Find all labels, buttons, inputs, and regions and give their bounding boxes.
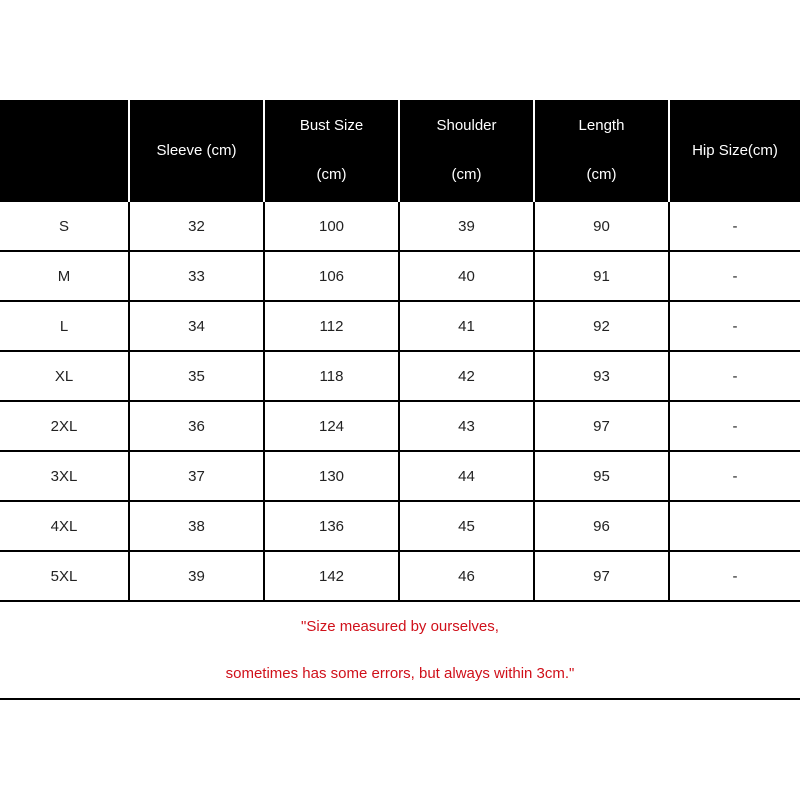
cell-bust: 130	[264, 451, 399, 501]
cell-length: 97	[534, 401, 669, 451]
cell-sleeve: 39	[129, 551, 264, 601]
cell-shoulder: 43	[399, 401, 534, 451]
cell-sleeve: 33	[129, 251, 264, 301]
measurement-note	[0, 601, 800, 699]
cell-size: 2XL	[0, 401, 129, 451]
cell-length: 93	[534, 351, 669, 401]
cell-length: 95	[534, 451, 669, 501]
header-length	[534, 100, 669, 201]
cell-size: 3XL	[0, 451, 129, 501]
header-size	[0, 100, 129, 201]
cell-size: 5XL	[0, 551, 129, 601]
header-shoulder-label: Shoulder	[436, 117, 497, 134]
cell-sleeve: 37	[129, 451, 264, 501]
header-bust-label: Bust Size	[299, 117, 364, 134]
cell-length: 90	[534, 201, 669, 251]
cell-size: 4XL	[0, 501, 129, 551]
cell-size: S	[0, 201, 129, 251]
cell-length: 97	[534, 551, 669, 601]
cell-hip: -	[669, 301, 800, 351]
cell-shoulder: 42	[399, 351, 534, 401]
cell-shoulder: 39	[399, 201, 534, 251]
cell-sleeve: 35	[129, 351, 264, 401]
cell-sleeve: 36	[129, 401, 264, 451]
cell-bust: 112	[264, 301, 399, 351]
table-row	[0, 401, 800, 451]
table-row	[0, 501, 800, 551]
cell-sleeve: 38	[129, 501, 264, 551]
note-line-1: "Size measured by ourselves,	[301, 618, 499, 635]
cell-bust: 106	[264, 251, 399, 301]
table-row	[0, 251, 800, 301]
cell-shoulder: 45	[399, 501, 534, 551]
cell-hip: -	[669, 551, 800, 601]
header-length-label: Length	[578, 117, 625, 134]
cell-size: XL	[0, 351, 129, 401]
header-shoulder	[399, 100, 534, 201]
cell-length: 91	[534, 251, 669, 301]
table-row	[0, 351, 800, 401]
cell-hip: -	[669, 251, 800, 301]
header-hip	[669, 100, 800, 201]
cell-shoulder: 40	[399, 251, 534, 301]
cell-bust: 142	[264, 551, 399, 601]
header-sleeve-label: Sleeve (cm)	[156, 141, 237, 159]
cell-size: M	[0, 251, 129, 301]
table-row	[0, 551, 800, 601]
cell-bust: 100	[264, 201, 399, 251]
table-row	[0, 451, 800, 501]
cell-hip: -	[669, 351, 800, 401]
size-chart-table	[0, 100, 800, 700]
cell-shoulder: 41	[399, 301, 534, 351]
table-row	[0, 201, 800, 251]
cell-hip: -	[669, 451, 800, 501]
header-row	[0, 100, 800, 201]
cell-size: L	[0, 301, 129, 351]
header-bust	[264, 100, 399, 201]
cell-sleeve: 34	[129, 301, 264, 351]
table-row	[0, 301, 800, 351]
cell-length: 92	[534, 301, 669, 351]
cell-hip	[669, 501, 800, 551]
cell-length: 96	[534, 501, 669, 551]
cell-bust: 118	[264, 351, 399, 401]
header-length-unit: (cm)	[586, 166, 617, 183]
note-line-2: sometimes has some errors, but always within 3cm."	[225, 665, 575, 682]
header-sleeve	[129, 100, 264, 201]
header-shoulder-unit: (cm)	[451, 166, 482, 183]
header-bust-unit: (cm)	[316, 166, 347, 183]
cell-shoulder: 44	[399, 451, 534, 501]
cell-bust: 136	[264, 501, 399, 551]
note-row	[0, 601, 800, 699]
cell-shoulder: 46	[399, 551, 534, 601]
cell-sleeve: 32	[129, 201, 264, 251]
cell-bust: 124	[264, 401, 399, 451]
header-hip-label: Hip Size(cm)	[692, 141, 778, 159]
cell-hip: -	[669, 201, 800, 251]
cell-hip: -	[669, 401, 800, 451]
